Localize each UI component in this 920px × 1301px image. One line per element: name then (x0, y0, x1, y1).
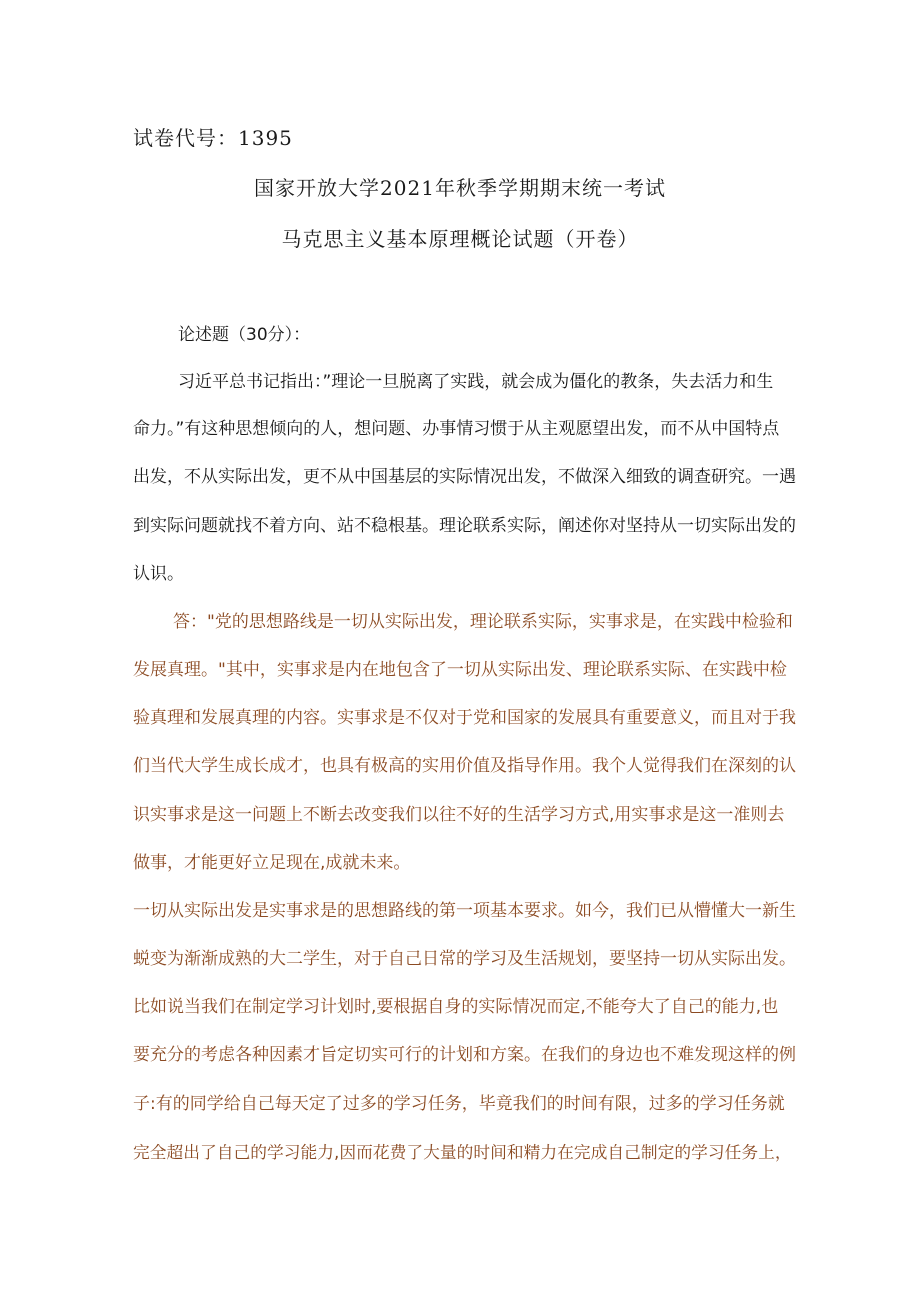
answer-line: 一切从实际出发是实事求是的思想路线的第一项基本要求。如今，我们已从懵懂大一新生 (133, 901, 796, 921)
answer-line: 验真理和发展真理的内容。实事求是不仅对于党和国家的发展具有重要意义，而且对于我 (133, 708, 796, 728)
exam-title: 国家开放大学2021年秋季学期期末统一考试 (254, 176, 666, 200)
answer-line: 答："党的思想路线是一切从实际出发，理论联系实际，实事求是，在实践中检验和 (173, 612, 793, 632)
question-line: 命力。”有这种思想倾向的人，想问题、办事情习惯于从主观愿望出发，而不从中国特点 (133, 419, 780, 439)
answer-line: 发展真理。"其中，实事求是内在地包含了一切从实际出发、理论联系实际、在实践中检 (133, 660, 787, 680)
answer-line: 们当代大学生成长成才，也具有极高的实用价值及指导作用。我个人觉得我们在深刻的认 (133, 756, 796, 776)
section-heading: 论述题（30分）： (178, 325, 311, 345)
answer-line: 识实事求是这一问题上不断去改变我们以往不好的生活学习方式,用实事求是这一准则去 (133, 805, 785, 825)
question-line: 出发，不从实际出发，更不从中国基层的实际情况出发，不做深入细致的调查研究。一遇 (133, 467, 796, 487)
exam-code: 试卷代号：1395 (133, 126, 293, 150)
question-line: 习近平总书记指出：”理论一旦脱离了实践，就会成为僵化的教条，失去活力和生 (178, 372, 774, 392)
answer-line: 做事，才能更好立足现在,成就未来。 (133, 853, 411, 873)
answer-line: 要充分的考虑各种因素才旨定切实可行的计划和方案。在我们的身边也不难发现这样的例 (133, 1045, 796, 1065)
answer-line: 蜕变为渐渐成熟的大二学生，对于自己日常的学习及生活规划，要坚持一切从实际出发。 (133, 949, 796, 969)
answer-line: 比如说当我们在制定学习计划时,要根据自身的实际情况而定,不能夸大了自己的能力,也 (133, 997, 779, 1017)
answer-line: 完全超出了自己的学习能力,因而花费了大量的时间和精力在完成自己制定的学习任务上， (133, 1142, 792, 1162)
question-line: 认识。 (133, 564, 184, 584)
answer-line: 子:有的同学给自己每天定了过多的学习任务，毕竟我们的时间有限，过多的学习任务就 (133, 1094, 785, 1114)
exam-subtitle: 马克思主义基本原理概论试题（开卷） (281, 227, 639, 251)
question-line: 到实际问题就找不着方向、站不稳根基。理论联系实际，阐述你对坚持从一切实际出发的 (133, 516, 796, 536)
